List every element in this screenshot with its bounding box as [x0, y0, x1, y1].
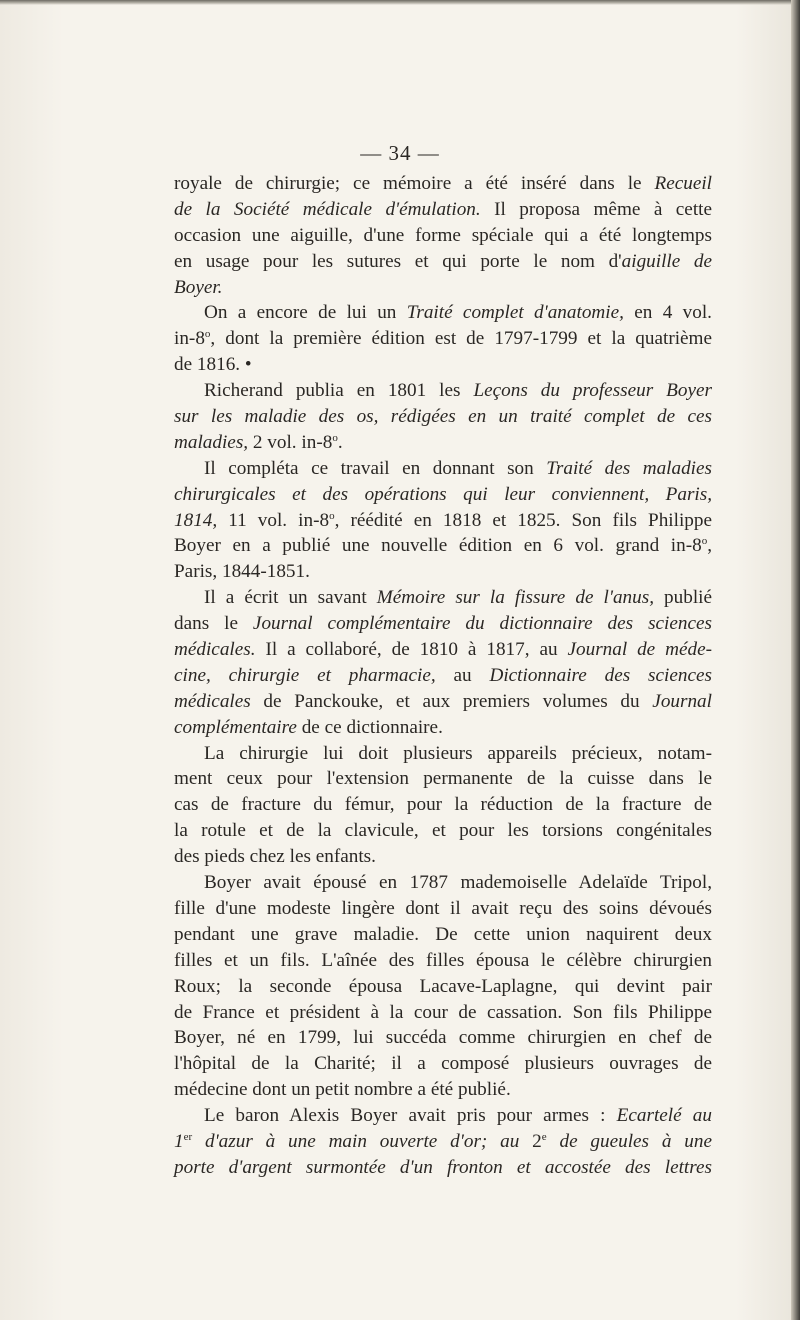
text-line [174, 223, 712, 249]
text-segment: cas de fracture du fémur, pour la réduction de la fracture de [174, 794, 712, 816]
text-line [174, 766, 712, 792]
text-line [174, 792, 712, 818]
text-line [174, 818, 712, 844]
text-line [174, 482, 712, 508]
superscript: er [183, 1130, 193, 1143]
italic-text: complémentaire [174, 716, 297, 738]
text-segment: , réédité en 1818 et 1825. Son fils Philippe [334, 509, 712, 531]
text-segment: en 4 vol. [623, 302, 712, 324]
italic-text: porte d'argent surmontée d'un fronton et accostée des lettres [174, 1156, 712, 1178]
text-segment: Roux; la seconde épousa Lacave-Laplagne, qui devint pair [174, 975, 712, 997]
body-text [174, 171, 712, 1181]
text-segment: 2 vol. in-8 [248, 431, 333, 453]
text-segment: Il a écrit un savant [204, 587, 377, 609]
text-line [174, 974, 712, 1000]
text-segment: Boyer, né en 1799, lui succéda comme chirurgien en chef de [174, 1027, 712, 1049]
italic-text: Leçons du professeur Boyer [473, 380, 712, 402]
italic-text: aiguille de [621, 250, 712, 272]
text-segment: Richerand publia en 1801 les [204, 380, 474, 402]
text-segment: au [435, 664, 490, 686]
text-segment: . [337, 431, 343, 453]
text-line [174, 378, 712, 404]
text-line [174, 637, 712, 663]
superscript: o [204, 328, 211, 341]
text-segment: La chirurgie lui doit plusieurs appareils précieux, notam- [204, 742, 712, 764]
italic-text: Journal [652, 690, 712, 712]
text-segment: Boyer en a publié une nouvelle édition en 6 vol. grand in-8 [174, 535, 702, 557]
text-line [174, 689, 712, 715]
superscript: o [701, 535, 708, 548]
text-line [174, 663, 712, 689]
italic-text: d'azur à une main ouverte d'or; au [192, 1130, 533, 1152]
scan-right-edge [791, 0, 800, 1320]
text-line [174, 844, 712, 870]
italic-text: médicales [174, 690, 251, 712]
text-segment: de France et président à la cour de cassation. Son fils Philippe [174, 1001, 712, 1023]
text-segment: Boyer avait épousé en 1787 mademoiselle Adelaïde Tripol, [204, 872, 712, 894]
text-segment: de 1816. • [174, 354, 252, 376]
text-segment: Il compléta ce travail en donnant son [204, 457, 547, 479]
text-line [174, 1000, 712, 1026]
italic-text: Boyer. [174, 276, 223, 298]
text-segment: filles et un fils. L'aînée des filles épousa le célèbre chirurgien [174, 949, 712, 971]
text-line [174, 1025, 712, 1051]
text-line [174, 171, 712, 197]
text-segment: Il proposa même à cette [480, 198, 712, 220]
italic-text: Mémoire sur la fissure de l'anus, [376, 587, 654, 609]
text-segment: royale de chirurgie; ce mémoire a été inséré dans le [174, 173, 655, 194]
italic-text: Traité complet d'anatomie, [406, 302, 624, 324]
italic-text: Traité des maladies [546, 457, 713, 479]
text-segment: pendant une grave maladie. De cette union naquirent deux [174, 923, 712, 945]
text-line [174, 533, 712, 559]
text-line [174, 948, 712, 974]
text-segment: Paris, 1844-1851. [174, 561, 310, 583]
text-line [174, 715, 712, 741]
italic-text: Journal complémentaire du dictionnaire des sciences [252, 613, 713, 635]
text-segment: dans le [174, 613, 253, 635]
text-segment: de Panckouke, et aux premiers volumes du [250, 690, 653, 712]
text-line [174, 404, 712, 430]
text-segment: l'hôpital de la Charité; il a composé plusieurs ouvrages de [174, 1053, 712, 1075]
italic-text: chirurgicales et des opérations qui leur conviennent, Paris, [174, 483, 712, 505]
italic-text: Dictionnaire des sciences [489, 664, 712, 686]
text-line [174, 275, 712, 301]
text-segment: la rotule et de la clavicule, et pour les torsions congénitales [174, 820, 712, 842]
text-segment: , dont la première édition est de 1797-1799 et la quatrième [210, 328, 712, 350]
text-line [174, 1155, 712, 1181]
text-line [174, 197, 712, 223]
text-line [174, 430, 712, 456]
text-line [174, 326, 712, 352]
text-segment: de ce dictionnaire. [296, 716, 443, 738]
text-segment: , [707, 535, 712, 557]
text-line [174, 1077, 712, 1103]
text-segment: 2 [532, 1130, 542, 1152]
italic-text: Journal de méde- [567, 639, 712, 661]
text-line [174, 1103, 712, 1129]
text-segment: des pieds chez les enfants. [174, 846, 376, 868]
italic-text: médicales. [174, 639, 256, 661]
text-line [174, 896, 712, 922]
text-segment: On a encore de lui un [204, 302, 407, 324]
text-line [174, 508, 712, 534]
italic-text: 1 [174, 1130, 184, 1152]
text-segment: publié [654, 587, 712, 609]
text-segment: 11 vol. in-8 [217, 509, 330, 531]
italic-text: 1814, [174, 509, 218, 531]
superscript: o [332, 431, 338, 444]
text-line [174, 352, 712, 378]
text-line [174, 741, 712, 767]
italic-text: maladies, [174, 431, 249, 453]
text-line [174, 559, 712, 585]
text-line [174, 249, 712, 275]
italic-text: Recueil [654, 173, 712, 194]
text-segment: Le baron Alexis Boyer avait pris pour armes : [204, 1105, 617, 1127]
italic-text: Ecartelé au [616, 1105, 712, 1127]
text-segment: in-8 [174, 328, 205, 350]
text-segment: Il a collaboré, de 1810 à 1817, au [255, 639, 568, 661]
text-line [174, 922, 712, 948]
text-segment: en usage pour les sutures et qui porte le nom d' [174, 250, 622, 272]
superscript: e [541, 1130, 547, 1143]
text-line [174, 585, 712, 611]
italic-text: cine, chirurgie et pharmacie, [174, 664, 436, 686]
text-segment: occasion une aiguille, d'une forme spéciale qui a été longtemps [174, 224, 712, 246]
italic-text: de gueules à une [546, 1130, 712, 1152]
text-segment: médecine dont un petit nombre a été publié. [174, 1079, 511, 1101]
text-line [174, 300, 712, 326]
text-line [174, 1051, 712, 1077]
text-line [174, 870, 712, 896]
page-number: — 34 — [360, 141, 440, 165]
superscript: o [329, 509, 335, 522]
text-segment: fille d'une modeste lingère dont il avait reçu des soins dévoués [174, 897, 712, 919]
text-segment: ment ceux pour l'extension permanente de la cuisse dans le [174, 768, 712, 790]
text-line [174, 456, 712, 482]
italic-text: de la Société médicale d'émulation. [174, 198, 481, 220]
italic-text: sur les maladie des os, rédigées en un traité complet de ces [174, 406, 712, 428]
text-line [174, 611, 712, 637]
text-line [174, 1129, 712, 1155]
scan-top-edge [0, 0, 800, 5]
